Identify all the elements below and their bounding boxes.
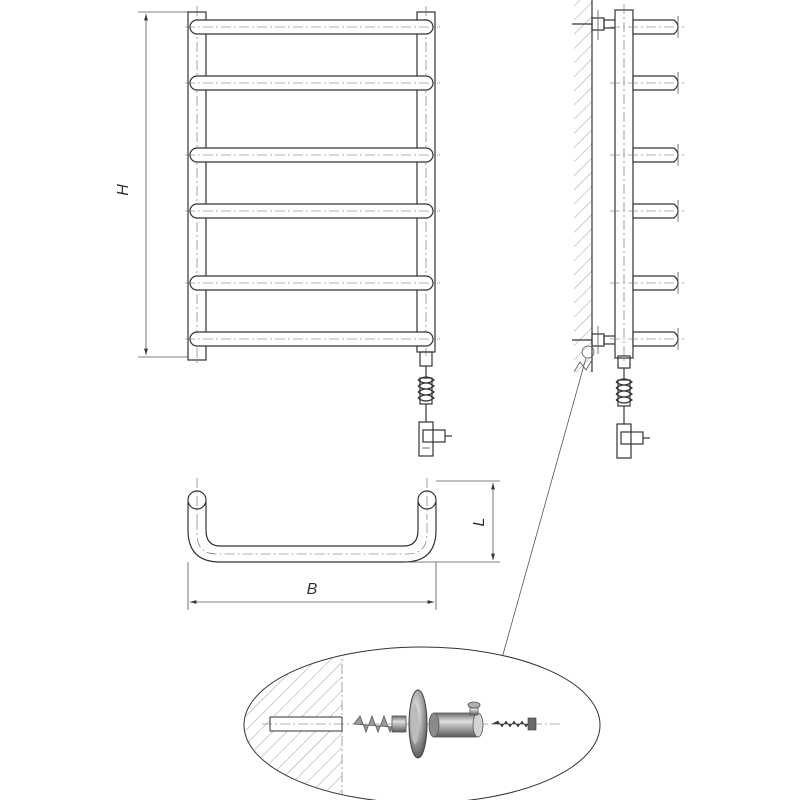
rung (185, 148, 440, 162)
width-label: B (306, 581, 318, 598)
right-post (417, 6, 435, 356)
rung (185, 204, 440, 218)
side-view (502, 0, 684, 658)
side-post (615, 4, 633, 362)
detail-leader-line (502, 358, 586, 658)
mount-detail (244, 646, 600, 800)
height-dimension (115, 12, 196, 357)
rung (185, 276, 440, 290)
rung (185, 20, 440, 34)
height-label: H (115, 184, 132, 196)
rung (185, 76, 440, 90)
side-heater-connector (616, 356, 650, 458)
front-rungs (185, 20, 440, 346)
width-dimension (188, 562, 436, 610)
depth-label: L (471, 517, 488, 527)
left-post (188, 6, 206, 364)
wall-section (574, 0, 592, 372)
rung (185, 332, 440, 346)
top-view (188, 478, 500, 610)
washer-icon (409, 690, 427, 758)
front-view (115, 6, 452, 456)
heater-connector (418, 352, 452, 456)
